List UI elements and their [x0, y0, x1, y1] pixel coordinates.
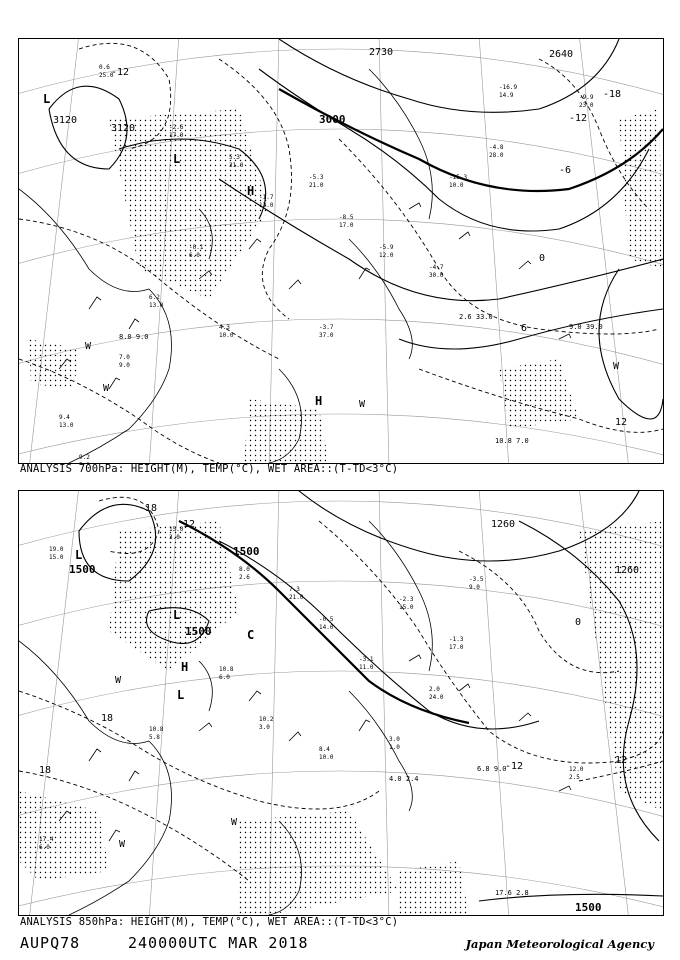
station-value: 6.8 9.0 — [477, 765, 507, 773]
wet-area-mark: W — [119, 839, 126, 850]
svg-text:9.0: 9.0 — [469, 584, 480, 591]
temp-label: -12 — [569, 113, 588, 124]
wet-area-mark: W — [85, 341, 92, 352]
height-label: 3120 — [53, 115, 78, 126]
svg-text:12.0: 12.0 — [379, 252, 394, 259]
wet-area-mark: W — [231, 817, 238, 828]
svg-text:23.0: 23.0 — [579, 102, 594, 109]
height-label: 1500 — [185, 625, 212, 638]
pressure-center-low: L — [43, 92, 51, 106]
svg-text:7.3: 7.3 — [289, 586, 300, 593]
wet-area-mark: W — [103, 383, 110, 394]
agency-name: Japan Meteorological Agency — [465, 937, 654, 951]
height-label: 1500 — [575, 901, 602, 914]
temp-label: 18 — [101, 713, 114, 724]
svg-text:6.0: 6.0 — [219, 674, 230, 681]
svg-text:13.0: 13.0 — [149, 302, 164, 309]
svg-text:17.0: 17.0 — [169, 132, 184, 139]
svg-text:-15.3: -15.3 — [449, 174, 468, 181]
map-700hpa-caption: ANALYSIS 700hPa: HEIGHT(M), TEMP(°C), WET AREA::(T-TD<3°C) — [20, 463, 399, 475]
temp-label: -12 — [505, 761, 524, 772]
svg-text:-0.1: -0.1 — [189, 244, 204, 251]
pressure-center-high: H — [315, 394, 323, 408]
svg-text:14.0: 14.0 — [319, 624, 334, 631]
svg-text:11.0: 11.0 — [359, 664, 374, 671]
wet-areas — [29, 109, 663, 463]
height-contour-3000 — [279, 89, 663, 191]
temp-label: 12 — [183, 519, 196, 530]
svg-text:0.6: 0.6 — [99, 64, 110, 71]
svg-text:3.0: 3.0 — [259, 724, 270, 731]
svg-text:-3.7: -3.7 — [319, 324, 334, 331]
svg-text:4.3: 4.3 — [219, 324, 230, 331]
svg-text:-9.9: -9.9 — [579, 94, 594, 101]
svg-text:-2.3: -2.3 — [399, 596, 414, 603]
svg-text:15.0: 15.0 — [169, 526, 184, 533]
svg-text:19.0: 19.0 — [49, 546, 64, 553]
station-value: 2.6 33.0 — [459, 313, 493, 321]
pressure-center-high: H — [181, 660, 189, 674]
pressure-center-low: L — [75, 548, 83, 562]
svg-text:-5.3: -5.3 — [309, 174, 324, 181]
station-value: 10.8 7.0 — [495, 437, 529, 445]
chart-code: AUPQ78 — [20, 934, 81, 952]
station-value: 4.0 2.4 — [389, 775, 419, 783]
temp-label: -18 — [139, 503, 158, 514]
svg-text:-1.7: -1.7 — [259, 194, 274, 201]
pressure-center-low: L — [177, 688, 185, 702]
svg-text:10.0: 10.0 — [449, 182, 464, 189]
wet-area-mark: W — [359, 399, 366, 410]
svg-text:2.5: 2.5 — [569, 774, 580, 781]
height-label: 3000 — [319, 113, 346, 126]
svg-text:17.0: 17.0 — [339, 222, 354, 229]
svg-text:21.0: 21.0 — [289, 594, 304, 601]
svg-text:10.2: 10.2 — [259, 716, 274, 723]
temp-label: 0 — [539, 253, 546, 264]
svg-text:7.0: 7.0 — [119, 354, 130, 361]
svg-text:8.4: 8.4 — [319, 746, 330, 753]
map-850hpa-canvas — [19, 491, 663, 915]
height-label: 1500 — [233, 545, 260, 558]
temp-label: -12 — [111, 67, 130, 78]
svg-text:17.0: 17.0 — [449, 644, 464, 651]
temp-label: 12 — [615, 417, 628, 428]
svg-text:25.0: 25.0 — [99, 72, 114, 79]
map-850hpa — [18, 490, 664, 916]
temp-label: 12 — [615, 755, 628, 766]
station-value: 17.6 2.8 — [495, 889, 529, 897]
svg-text:-4.8: -4.8 — [489, 144, 504, 151]
svg-text:10.0: 10.0 — [319, 754, 334, 761]
svg-text:17.4: 17.4 — [39, 836, 54, 843]
pressure-center-high: H — [247, 184, 255, 198]
svg-text:6.0: 6.0 — [39, 844, 50, 851]
svg-text:-16.9: -16.9 — [499, 84, 518, 91]
station-value: 9.0 39.0 — [569, 323, 603, 331]
pressure-center-low: L — [173, 608, 181, 622]
svg-text:10.8: 10.8 — [219, 666, 234, 673]
svg-text:12.0: 12.0 — [569, 766, 584, 773]
map-850hpa-caption: ANALYSIS 850hPa: HEIGHT(M), TEMP(°C), WET AREA::(T-TD<3°C) — [20, 916, 399, 928]
svg-text:-3.1: -3.1 — [359, 656, 374, 663]
height-label: 1260 — [615, 565, 640, 576]
svg-text:15.0: 15.0 — [399, 604, 414, 611]
svg-text:9.0: 9.0 — [119, 362, 130, 369]
svg-text:10.8: 10.8 — [149, 726, 164, 733]
svg-text:21.0: 21.0 — [309, 182, 324, 189]
svg-text:2.0: 2.0 — [429, 686, 440, 693]
svg-text:-4.7: -4.7 — [429, 264, 444, 271]
svg-text:-0.5: -0.5 — [319, 616, 334, 623]
svg-text:9.4: 9.4 — [59, 414, 70, 421]
station-value: 8.0 9.0 — [119, 333, 149, 341]
svg-text:-3.5: -3.5 — [469, 576, 484, 583]
temp-label: 18 — [39, 765, 52, 776]
pressure-center-cold: C — [247, 628, 255, 642]
svg-text:15.0: 15.0 — [49, 554, 64, 561]
wet-area-mark: W — [115, 675, 122, 686]
svg-text:30.0: 30.0 — [429, 272, 444, 279]
height-label: 3120 — [111, 123, 136, 134]
svg-text:3.0: 3.0 — [389, 736, 400, 743]
svg-text:5.8: 5.8 — [149, 734, 160, 741]
svg-text:5.3: 5.3 — [229, 154, 240, 161]
svg-text:13.0: 13.0 — [59, 422, 74, 429]
wet-area-mark: W — [613, 361, 620, 372]
wind-barbs — [59, 655, 571, 841]
svg-text:14.9: 14.9 — [499, 92, 514, 99]
svg-text:6.2: 6.2 — [149, 294, 160, 301]
svg-text:9.2: 9.2 — [79, 454, 90, 461]
temp-label: -18 — [603, 89, 622, 100]
svg-text:6.0: 6.0 — [189, 252, 200, 259]
temp-label: 6 — [521, 323, 528, 334]
svg-text:-1.3: -1.3 — [449, 636, 464, 643]
height-label: 1260 — [491, 519, 516, 530]
svg-text:13.0: 13.0 — [259, 202, 274, 209]
temp-label: 0 — [575, 617, 582, 628]
svg-text:31.0: 31.0 — [229, 162, 244, 169]
map-700hpa — [18, 38, 664, 464]
svg-text:-2.6: -2.6 — [169, 124, 184, 131]
svg-text:-8.5: -8.5 — [339, 214, 354, 221]
temp-label: -6 — [559, 165, 572, 176]
svg-text:-5.9: -5.9 — [379, 244, 394, 251]
height-label: 2640 — [549, 49, 574, 60]
svg-text:37.0: 37.0 — [319, 332, 334, 339]
height-label: 1500 — [69, 563, 96, 576]
svg-text:2.6: 2.6 — [239, 574, 250, 581]
analysis-time: 240000UTC MAR 2018 — [128, 934, 309, 952]
pressure-center-low: L — [173, 152, 181, 166]
svg-text:24.0: 24.0 — [429, 694, 444, 701]
svg-text:28.0: 28.0 — [489, 152, 504, 159]
svg-text:10.0: 10.0 — [219, 332, 234, 339]
svg-text:8.0: 8.0 — [239, 566, 250, 573]
svg-text:3.0: 3.0 — [169, 534, 180, 541]
height-label: 2730 — [369, 47, 394, 58]
svg-text:1.0: 1.0 — [389, 744, 400, 751]
map-700hpa-canvas — [19, 39, 663, 463]
